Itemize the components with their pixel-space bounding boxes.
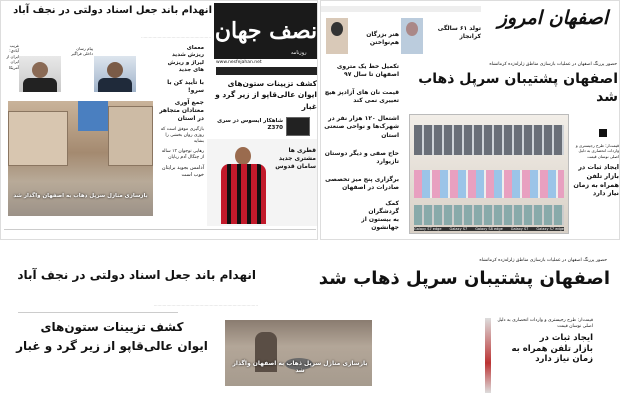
column-item: برگزاری پنج میز تخصصی صادرات در اصفهان <box>325 175 399 191</box>
clip-lead <box>6 320 218 354</box>
clip-earthquake-photo <box>225 320 372 386</box>
portrait-caption: غريب آبادي: ايران از ايران آمريكا <box>6 43 19 70</box>
website: www.nesfejahan.net <box>216 60 262 65</box>
date-strip <box>216 67 318 75</box>
column-item: جمع آوری معتادان متجاهر در استان <box>159 98 204 123</box>
side-story <box>572 143 619 198</box>
side-kicker: قیمت‌ار: طرح رجیستری و واردات انحصاری به دلیل اصلی نوسان قیمت <box>575 143 619 159</box>
photo-caption: بازسازی منازل سرپل ذهاب به اصفهان واگذار شد <box>13 193 148 199</box>
column-item: کمک گردشگران به بیستون از جهانشون <box>361 200 399 232</box>
column-item: ریزش شدید لیراژ و ریزش های جدید <box>167 52 204 74</box>
masthead-sub: روزنامه <box>291 50 307 56</box>
news-column <box>324 63 399 232</box>
clip-side-story <box>493 318 593 365</box>
clip-side-line2: بازار تلفن همراه به <box>511 343 593 354</box>
side-headline: ایجاد ثبات در بازار تلفن همراه به زمان نیاز دارد <box>573 163 619 198</box>
summary-line: ....................................................... <box>141 34 211 39</box>
date-strip <box>321 6 481 12</box>
column-item: رهایی نوجوان ۱۳ ساله از چنگال آدم ربایان <box>161 149 204 161</box>
clip-headline-left: انهدام باند جعل اسناد دولتی در نجف آباد <box>17 268 256 282</box>
tech-item: شاهکار ایسوس در سری Z370 <box>217 118 283 132</box>
column-item: حاج صفی و دیگر دوستان تازیوارد <box>324 149 399 165</box>
column-item: تکمیل خط یک متروی اصفهان تا سال ۹۷ <box>336 63 399 79</box>
column-item: بازگیری موفق است که روزی روان بخشی را بشاید <box>160 127 204 145</box>
earthquake-photo <box>8 101 153 216</box>
portrait-photo <box>19 56 61 92</box>
news-column <box>158 45 204 179</box>
phone-label: Galaxy S7 edge <box>414 227 442 231</box>
phone-label: Galaxy S7 edge <box>536 227 564 231</box>
newspaper-isfahan-emrooz <box>320 0 620 240</box>
phone-shop-photo <box>409 114 569 234</box>
newspaper-nesfe-jahan <box>0 0 318 240</box>
clip-side-line3: زمان نیاز دارد <box>535 354 593 365</box>
column-item: آدامس بجوید برایتان خوب است <box>161 165 204 179</box>
column-item: با تأیید کن با سرو! <box>167 78 204 94</box>
column-item: قیمت نان های آزادپز هیچ تغییری نمی کند <box>324 89 399 105</box>
clip-lead-line1: کشف تزیینات ستون‌های <box>40 320 184 334</box>
portrait-photo <box>326 18 348 54</box>
portrait-photo <box>401 18 423 54</box>
masthead-title: نصف جهان <box>214 18 318 44</box>
masthead: اصفهان امروز <box>497 7 609 29</box>
divider <box>18 312 178 313</box>
portrait-photo <box>94 56 136 92</box>
headline: اصفهان پشتیبان سرپل ذهاب شد <box>418 71 618 105</box>
footer-divider <box>4 229 316 230</box>
phone-label: Galaxy S8 edge <box>475 227 503 231</box>
clip-side-edge <box>485 318 491 393</box>
clip-summary: .................................................................................. <box>153 302 258 307</box>
player-photo <box>207 139 318 226</box>
clip-photo-caption: بازسازی منازل سرپل ذهاب به اصفهان واگذار شد <box>232 360 368 374</box>
clip-headline-right: اصفهان پشتیبان سرپل ذهاب شد <box>318 268 610 289</box>
headline: انهدام باند جعل اسناد دولتی در نجف آباد <box>13 5 212 16</box>
column-item: معمای <box>186 45 204 51</box>
motherboard-photo <box>286 117 310 136</box>
top-item: تولد ۶۱ سالگی کرانجاز <box>437 25 481 41</box>
clip-lead-line2: ایوان عالی‌قاپو از زیر گرد و غبار <box>16 339 208 353</box>
column-item: اشتغال ۱۲۰ هزار نفر در شهرک‌ها و نواحی صنعتی استان <box>324 115 399 139</box>
bullet-square-icon <box>599 129 607 137</box>
portrait-caption: پیام رسان داخلی فراگیر <box>71 46 93 57</box>
kicker: حضور پررنگ اصفهان در عملیات بازسازی مناطق زلزله‌زده کرمانشاه <box>489 62 617 67</box>
sport-headline: قطری ها مشتری جدید سامان قدوس <box>275 147 316 171</box>
clip-side-kicker: قیمت‌ار: طرح رجیستری و واردات انحصاری به دلیل اصلی نوسان قیمت <box>497 318 593 330</box>
phone-label: Galaxy S7 <box>449 227 468 231</box>
clip-kicker: حضور پررنگ اصفهان در عملیات بازسازی مناطق زلزله‌زده کرمانشاه <box>479 258 607 263</box>
clip-side-line1: ایجاد ثبات در <box>539 333 593 344</box>
top-item: هنر بزرگان هم‌نواختن <box>366 31 399 47</box>
lead-headline: کشف تزیینات ستون‌های ایوان عالی‌قاپو از زیر گرد و غبار <box>215 79 317 111</box>
phone-label: Galaxy S7 <box>510 227 529 231</box>
